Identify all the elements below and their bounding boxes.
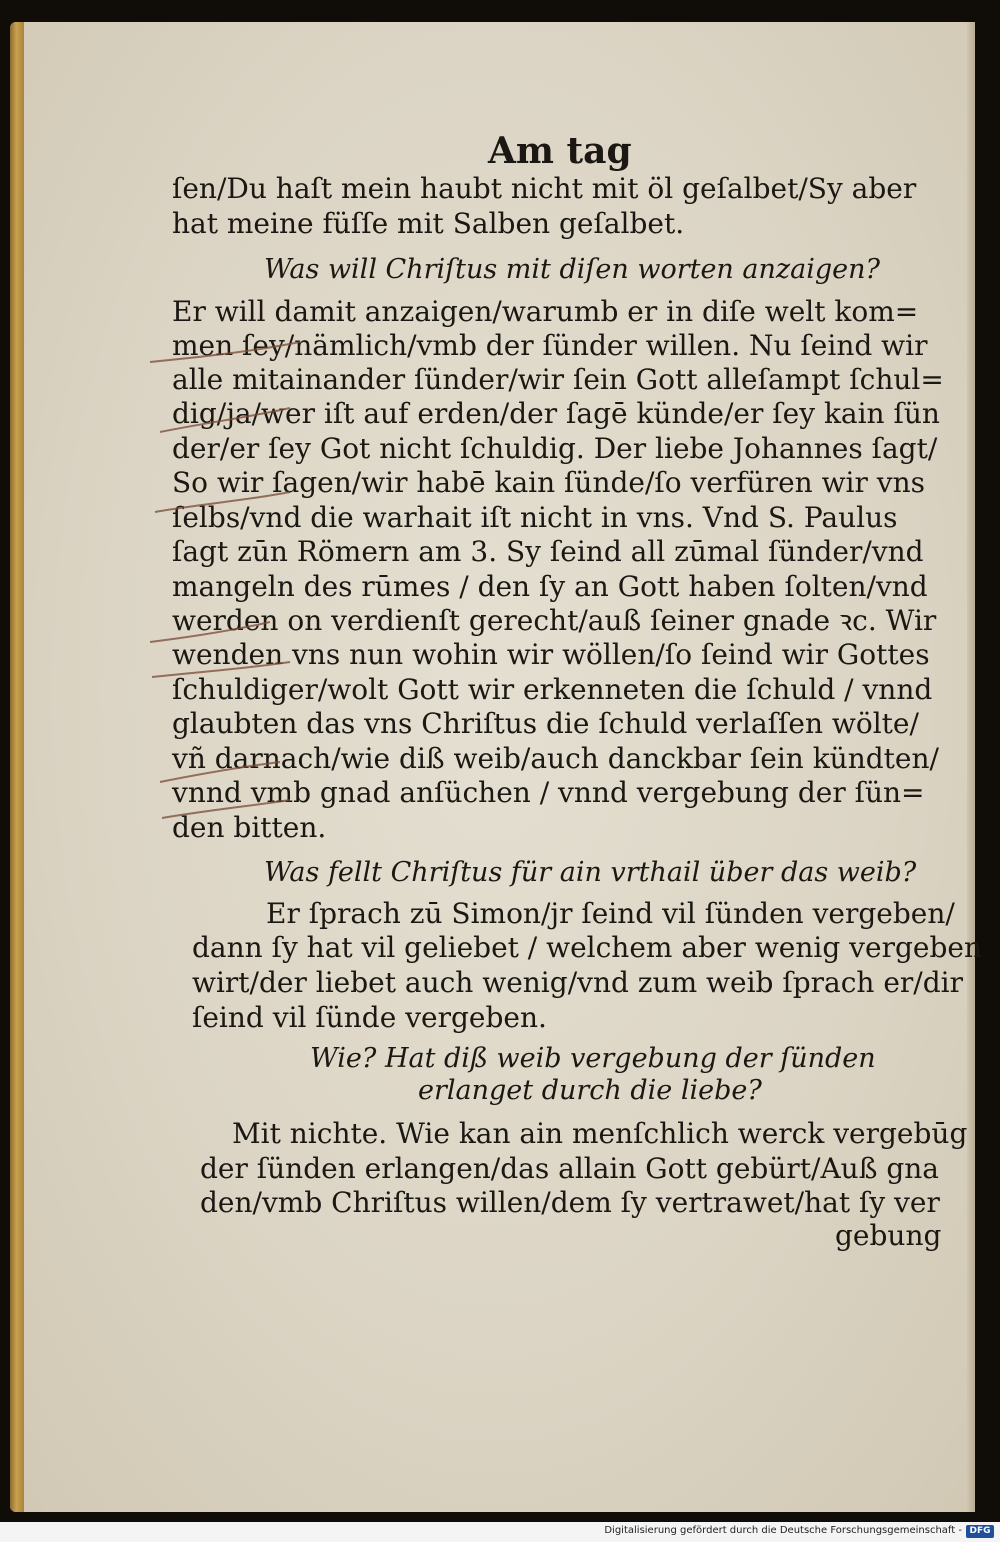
text-line: hat meine füſſe mit Salben geſalbet. bbox=[172, 207, 685, 240]
text-line: Mit nichte. Wie kan ain menſchlich werck vergebūg bbox=[232, 1117, 968, 1150]
text-line: der ſünden erlangen/das allain Gott gebürt/Auß gna bbox=[200, 1152, 939, 1185]
text-line: ſeind vil ſünde vergeben. bbox=[192, 1001, 547, 1034]
text-line: Er will damit anzaigen/warumb er in diſe welt kom= bbox=[172, 295, 919, 328]
book-page bbox=[10, 22, 982, 1512]
text-line: wirt/der liebet auch wenig/vnd zum weib ſprach er/dir bbox=[192, 966, 963, 999]
running-head: Am tag bbox=[488, 130, 632, 172]
footer-bar bbox=[0, 1522, 1000, 1542]
ink-stroke bbox=[152, 662, 290, 677]
ink-stroke bbox=[160, 408, 290, 432]
text-line: men ſey/nämlich/vmb der ſünder willen. Nu ſeind wir bbox=[172, 329, 928, 362]
text-line: ſagt zūn Römern am 3. Sy ſeind all zūmal ſünder/vnd bbox=[172, 535, 924, 568]
text-line: ſen/Du haſt mein haubt nicht mit öl geſalbet/Sy aber bbox=[172, 172, 917, 205]
text-line: alle mitainander ſünder/wir ſein Gott alleſampt ſchul= bbox=[172, 363, 944, 396]
marginal-strokes bbox=[140, 312, 310, 832]
text-line: ſchuldiger/wolt Gott wir erkenneten die ſchuld / vnnd bbox=[172, 673, 933, 706]
ink-stroke bbox=[160, 762, 280, 782]
text-line: den/vmb Chriſtus willen/dem ſy vertrawet/hat ſy ver bbox=[200, 1186, 940, 1219]
text-line: vnnd vmb gnad anſüchen / vnnd vergebung der ſün= bbox=[172, 776, 925, 809]
question-heading: Wie? Hat diß weib vergebung der ſünden bbox=[310, 1043, 876, 1074]
text-line: werden on verdienſt gerecht/auß ſeiner gnade ꝛc. Wir bbox=[172, 604, 937, 637]
funding-credit: Digitalisierung gefördert durch die Deutsche Forschungsgemeinschaft - bbox=[604, 1525, 962, 1536]
ink-stroke bbox=[150, 622, 270, 642]
page-text bbox=[10, 22, 982, 1512]
text-line: ſelbs/vnd die warhait iſt nicht in vns. Vnd S. Paulus bbox=[172, 501, 898, 534]
dfg-logo: DFG bbox=[966, 1525, 994, 1538]
question-heading: Was will Chriſtus mit diſen worten anzaigen? bbox=[264, 254, 880, 285]
text-line: So wir ſagen/wir habē kain ſünde/ſo verfüren wir vns bbox=[172, 466, 926, 499]
text-line: glaubten das vns Chriſtus die ſchuld verlaſſen wölte/ bbox=[172, 707, 919, 740]
text-line: der/er ſey Got nicht ſchuldig. Der liebe Johannes ſagt/ bbox=[172, 432, 938, 465]
text-line: den bitten. bbox=[172, 811, 327, 844]
ink-stroke bbox=[155, 492, 290, 512]
text-line: Er ſprach zū Simon/jr ſeind vil ſünden vergeben/ bbox=[266, 897, 955, 930]
catchword: gebung bbox=[835, 1219, 942, 1252]
text-line: vñ darnach/wie diß weib/auch danckbar ſein kündten/ bbox=[172, 742, 939, 775]
text-line: wenden vns nun wohin wir wöllen/ſo ſeind wir Gottes bbox=[172, 638, 930, 671]
question-heading: erlanget durch die liebe? bbox=[418, 1075, 762, 1106]
text-line: mangeln des rūmes / den ſy an Gott haben ſolten/vnd bbox=[172, 570, 928, 603]
ink-stroke bbox=[150, 342, 300, 362]
text-line: dig/ja/wer iſt auf erden/der ſagē künde/er ſey kain ſün bbox=[172, 397, 940, 430]
question-heading: Was fellt Chriſtus für ain vrthail über das weib? bbox=[264, 857, 917, 888]
text-line: dann ſy hat vil geliebet / welchem aber wenig vergeben bbox=[192, 931, 982, 964]
ink-stroke bbox=[162, 800, 290, 818]
